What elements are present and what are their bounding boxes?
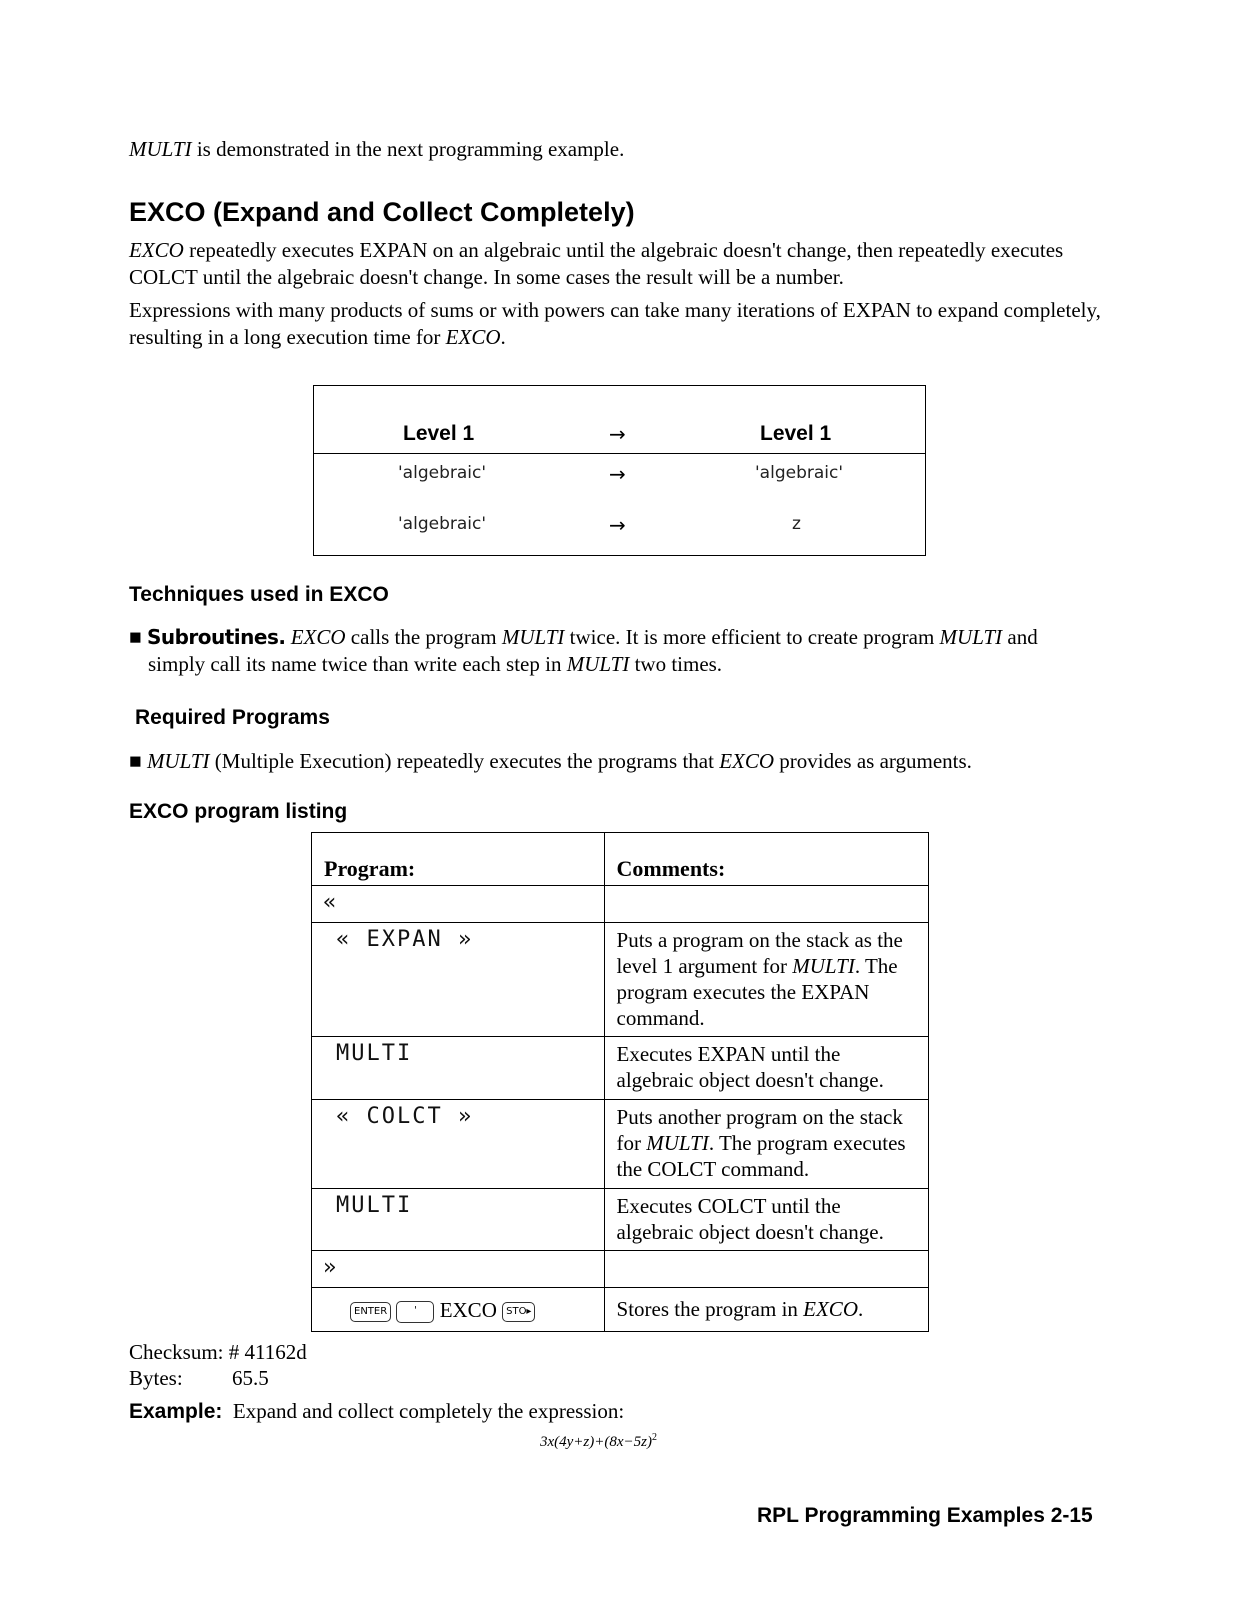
required-bullet xyxy=(129,748,1129,775)
table-header-row xyxy=(312,833,929,886)
example-label: Example: xyxy=(129,1400,223,1423)
text: . xyxy=(857,1297,864,1321)
table-row xyxy=(312,886,929,923)
subroutines-label: Subroutines. xyxy=(146,625,286,649)
program-name: MULTI xyxy=(646,1131,709,1155)
text: two times. xyxy=(629,652,723,676)
program-column-header: Program: xyxy=(312,833,605,886)
text: Stores the program in xyxy=(616,1297,804,1321)
example xyxy=(129,1398,1129,1425)
stack-row-2-output: z xyxy=(792,514,801,534)
program-name: MULTI xyxy=(129,137,192,161)
text: calls the program xyxy=(345,625,502,649)
listing-heading: EXCO program listing xyxy=(129,800,348,823)
bullet-square-icon: ■ xyxy=(129,749,142,773)
example-text: Expand and collect completely the expression: xyxy=(232,1399,625,1423)
program-name: MULTI xyxy=(146,749,210,773)
stack-header-output: Level 1 xyxy=(760,422,832,445)
intro-line xyxy=(129,136,1129,163)
table-row xyxy=(312,923,929,1037)
text: Puts another program on the stack for xyxy=(616,1105,903,1155)
step-comment xyxy=(604,1251,928,1288)
text: . The program executes the EXPAN command. xyxy=(616,954,898,1030)
program-name: MULTI xyxy=(501,625,565,649)
stack-header-arrow: → xyxy=(609,422,626,446)
step-comment: Executes EXPAN until the algebraic object doesn't change. xyxy=(604,1037,928,1100)
table-row xyxy=(312,1100,929,1189)
expression-main: 3x(4y+z)+(8x−5z) xyxy=(540,1434,652,1450)
stack-row-2-input: 'algebraic' xyxy=(398,514,487,534)
text: . The program executes the COLCT command. xyxy=(616,1131,906,1181)
program-name: EXCO xyxy=(290,625,346,649)
text: (Multiple Execution) repeatedly executes the programs that xyxy=(209,749,720,773)
text: twice. It is more efficient to create program xyxy=(564,625,940,649)
program-name: EXCO xyxy=(129,238,184,262)
bytes-label: Bytes: xyxy=(129,1366,183,1390)
comments-column-header: Comments: xyxy=(604,833,928,886)
sto-key-icon: STO▸ xyxy=(502,1302,535,1322)
bullet-square-icon: ■ xyxy=(129,625,142,649)
stack-row-1-output: 'algebraic' xyxy=(755,463,844,483)
program-step: « xyxy=(312,886,605,923)
enter-key-icon: ENTER xyxy=(350,1302,391,1322)
program-listing-table xyxy=(311,832,929,1332)
techniques-heading: Techniques used in EXCO xyxy=(129,583,389,606)
program-name: MULTI xyxy=(939,625,1003,649)
table-row xyxy=(312,1037,929,1100)
program-step: » xyxy=(312,1251,605,1288)
table-row-store xyxy=(312,1288,929,1332)
step-comment xyxy=(604,1288,928,1332)
table-row xyxy=(312,1189,929,1251)
step-comment xyxy=(604,923,928,1037)
paragraph-text: Expressions with many products of sums or with powers can take many iterations of EXPAN to expand completely, resulting in a long execution time for xyxy=(129,298,1101,349)
paragraph-end: . xyxy=(500,325,506,349)
step-comment: Executes COLCT until the algebraic object doesn't change. xyxy=(604,1189,928,1251)
program-step: MULTI xyxy=(312,1037,605,1100)
performance-paragraph xyxy=(129,297,1119,351)
quote-key-icon: ' xyxy=(396,1301,434,1323)
text: provides as arguments. xyxy=(774,749,972,773)
checksum: Checksum: # 41162d xyxy=(129,1340,307,1364)
techniques-bullet xyxy=(129,624,1109,678)
program-name: EXCO xyxy=(445,325,501,349)
program-step: MULTI xyxy=(312,1189,605,1251)
bytes xyxy=(129,1365,529,1392)
step-comment xyxy=(604,1100,928,1189)
step-comment xyxy=(604,886,928,923)
store-keystrokes xyxy=(312,1288,605,1332)
stack-diagram xyxy=(313,385,926,556)
stack-header-rule xyxy=(314,453,925,454)
program-step: « COLCT » xyxy=(312,1100,605,1189)
paragraph-text: repeatedly executes EXPAN on an algebraic until the algebraic doesn't change, then repeatedly executes COLCT until the algebraic doesn't change. In some cases the result will be a number. xyxy=(129,238,1064,289)
stack-row-1-input: 'algebraic' xyxy=(398,463,487,483)
bytes-value: 65.5 xyxy=(232,1366,269,1390)
example-expression xyxy=(540,1432,657,1451)
store-name: EXCO xyxy=(439,1298,497,1322)
intro-text: is demonstrated in the next programming example. xyxy=(191,137,625,161)
page-footer: RPL Programming Examples 2-15 xyxy=(757,1504,1093,1527)
text: Puts a program on the stack as the level 1 argument for xyxy=(616,928,903,978)
section-title: EXCO (Expand and Collect Completely) xyxy=(129,197,635,227)
stack-row-1-arrow: → xyxy=(609,462,626,486)
program-name: MULTI xyxy=(566,652,630,676)
bullet-continuation xyxy=(129,651,1109,678)
stack-header-input: Level 1 xyxy=(403,422,475,445)
required-programs-heading: Required Programs xyxy=(135,706,330,729)
program-name: MULTI xyxy=(792,954,855,978)
program-step: « EXPAN » xyxy=(312,923,605,1037)
table-row xyxy=(312,1251,929,1288)
program-name: EXCO xyxy=(719,749,775,773)
program-name: EXCO xyxy=(803,1297,858,1321)
stack-row-2-arrow: → xyxy=(609,513,626,537)
text: simply call its name twice than write each step in xyxy=(148,652,567,676)
text: and xyxy=(1002,625,1038,649)
expression-exponent: 2 xyxy=(652,1432,657,1443)
description-paragraph xyxy=(129,237,1119,291)
